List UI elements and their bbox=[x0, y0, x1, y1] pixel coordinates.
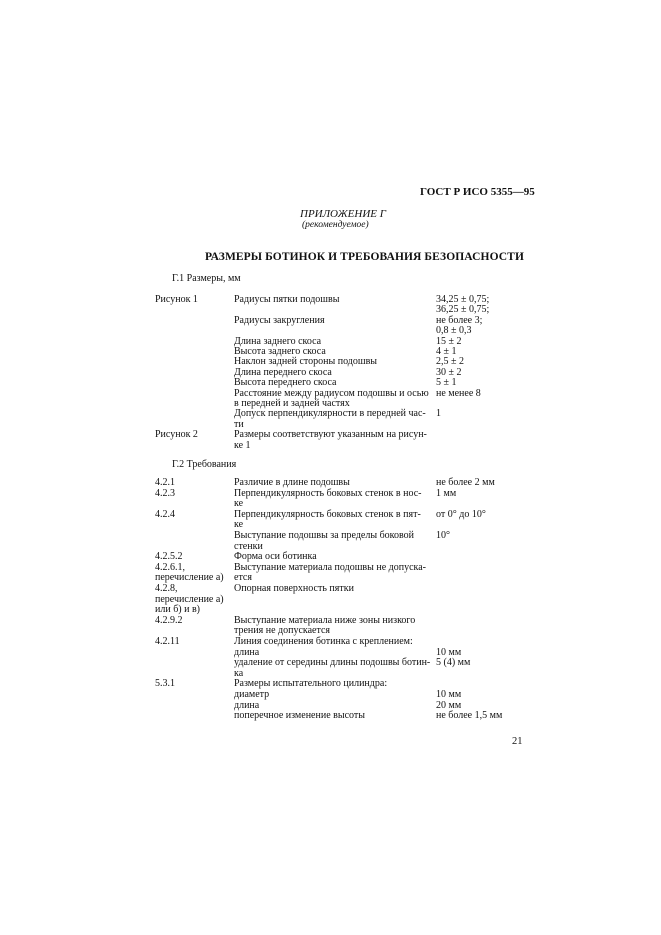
section-2-line-text: Перпендикулярность боковых стенок в нос- bbox=[234, 487, 422, 499]
section-1-line-value: 5 ± 1 bbox=[436, 377, 457, 389]
section-1-line-text: Расстояние между радиусом подошвы и осью bbox=[234, 387, 429, 399]
section-1-line-value: 30 ± 2 bbox=[436, 366, 462, 378]
section-2-line-ref: 4.2.11 bbox=[155, 636, 180, 647]
section-2-line-text: Перпендикулярность боковых стенок в пят- bbox=[234, 508, 421, 520]
section-2-line-value: 10 мм bbox=[436, 689, 462, 700]
section-2-line-text: Опорная поверхность пятки bbox=[234, 583, 354, 594]
section-2-line-value: не более 2 мм bbox=[436, 477, 495, 488]
section-2-line-ref: 4.2.9.2 bbox=[155, 614, 183, 626]
section-1-line-value: 36,25 ± 0,75; bbox=[436, 304, 490, 316]
section-1-line-text: Радиусы пятки подошвы bbox=[234, 294, 340, 305]
section-2-line-ref: 4.2.4 bbox=[155, 508, 175, 520]
section-2-line-value: от 0° до 10° bbox=[436, 508, 486, 520]
section-2-line-value: 1 мм bbox=[436, 487, 457, 499]
section-1-heading: Г.1 Размеры, мм bbox=[172, 273, 241, 284]
section-2-line-text: Форма оси ботинка bbox=[234, 551, 317, 563]
section-2-line-value: 20 мм bbox=[436, 699, 462, 711]
section-2-line-ref: 5.3.1 bbox=[155, 678, 175, 690]
section-2-line-ref: 4.2.6.1, bbox=[155, 561, 185, 573]
section-1-line-ref: Рисунок 2 bbox=[155, 429, 198, 441]
section-1-line-text: Радиусы закругления bbox=[234, 314, 325, 326]
section-2-line-text: ке bbox=[234, 498, 244, 510]
page-number: 21 bbox=[512, 736, 523, 747]
section-2-line-value: 5 (4) мм bbox=[436, 657, 471, 669]
section-1-line-text: Допуск перпендикулярности в передней час- bbox=[234, 408, 426, 420]
section-1-line-text: Длина переднего скоса bbox=[234, 366, 332, 378]
section-2-line-text: Выступание подошвы за пределы боковой bbox=[234, 530, 415, 541]
section-2-line-text: поперечное изменение высоты bbox=[234, 710, 365, 722]
section-1-line-text: Длина заднего скоса bbox=[234, 335, 322, 347]
section-1-line-text: в передней и задней частях bbox=[234, 398, 350, 409]
section-2-heading: Г.2 Требования bbox=[172, 459, 237, 470]
section-1-line-value: 4 ± 1 bbox=[436, 346, 457, 357]
section-1-line-value: не более 3; bbox=[436, 314, 483, 326]
section-1-line-text: Наклон задней стороны подошвы bbox=[234, 356, 378, 368]
section-2-line-text: диаметр bbox=[234, 689, 270, 700]
section-2-line-ref: перечисление а) bbox=[155, 572, 224, 584]
section-2-line-ref: 4.2.8, bbox=[155, 583, 178, 594]
section-2-line-ref: 4.2.5.2 bbox=[155, 551, 183, 563]
section-1-line-text: Высота заднего скоса bbox=[234, 346, 326, 357]
section-2-line-text: длина bbox=[234, 699, 260, 711]
section-2-line-value: 10 мм bbox=[436, 646, 462, 658]
section-2-line-ref: или б) и в) bbox=[155, 604, 201, 616]
section-2-line-text: трения не допускается bbox=[234, 625, 331, 637]
section-2-line-value: не более 1,5 мм bbox=[436, 710, 503, 722]
section-2-line-text: Различие в длине подошвы bbox=[234, 477, 350, 488]
section-1-line-ref: Рисунок 1 bbox=[155, 294, 198, 305]
section-1-line-text: Размеры соответствуют указанным на рисун- bbox=[234, 429, 427, 441]
section-2-line-text: длина bbox=[234, 646, 260, 658]
main-title: РАЗМЕРЫ БОТИНОК И ТРЕБОВАНИЯ БЕЗОПАСНОСТИ bbox=[205, 251, 524, 263]
section-2-line-text: ке bbox=[234, 519, 244, 531]
section-1-line-value: 2,5 ± 2 bbox=[436, 356, 464, 368]
section-2-line-text: Выступание материала подошвы не допуска- bbox=[234, 561, 426, 573]
section-2-line-text: Линия соединения ботинка с креплением: bbox=[234, 636, 413, 647]
section-1-line-value: не менее 8 bbox=[436, 387, 481, 399]
section-1-line-value: 0,8 ± 0,3 bbox=[436, 325, 472, 337]
section-2-line-text: стенки bbox=[234, 540, 263, 552]
section-2-line-ref: 4.2.1 bbox=[155, 477, 175, 488]
section-2-line-text: Размеры испытательного цилиндра: bbox=[234, 678, 388, 690]
section-1-line-text: Высота переднего скоса bbox=[234, 377, 337, 389]
section-2-line-ref: 4.2.3 bbox=[155, 487, 175, 499]
section-2-line-text: Выступание материала ниже зоны низкого bbox=[234, 614, 416, 626]
section-1-line-value: 15 ± 2 bbox=[436, 335, 462, 347]
section-1-line-text: ти bbox=[234, 418, 244, 430]
section-2-line-text: удаление от середины длины подошвы ботин- bbox=[234, 657, 431, 669]
section-2-line-ref: перечисление а) bbox=[155, 593, 224, 605]
document-header: ГОСТ Р ИСО 5355—95 bbox=[420, 186, 535, 198]
appendix-subtitle: (рекомендуемое) bbox=[302, 220, 369, 230]
appendix-title: ПРИЛОЖЕНИЕ Г bbox=[300, 208, 386, 220]
section-1-line-value: 1 bbox=[436, 408, 441, 420]
section-2-line-value: 10° bbox=[436, 530, 450, 541]
section-1-line-value: 34,25 ± 0,75; bbox=[436, 294, 490, 305]
section-2-line-text: ется bbox=[234, 572, 252, 584]
section-2-line-text: ка bbox=[234, 667, 244, 679]
section-1-line-text: ке 1 bbox=[234, 439, 251, 451]
